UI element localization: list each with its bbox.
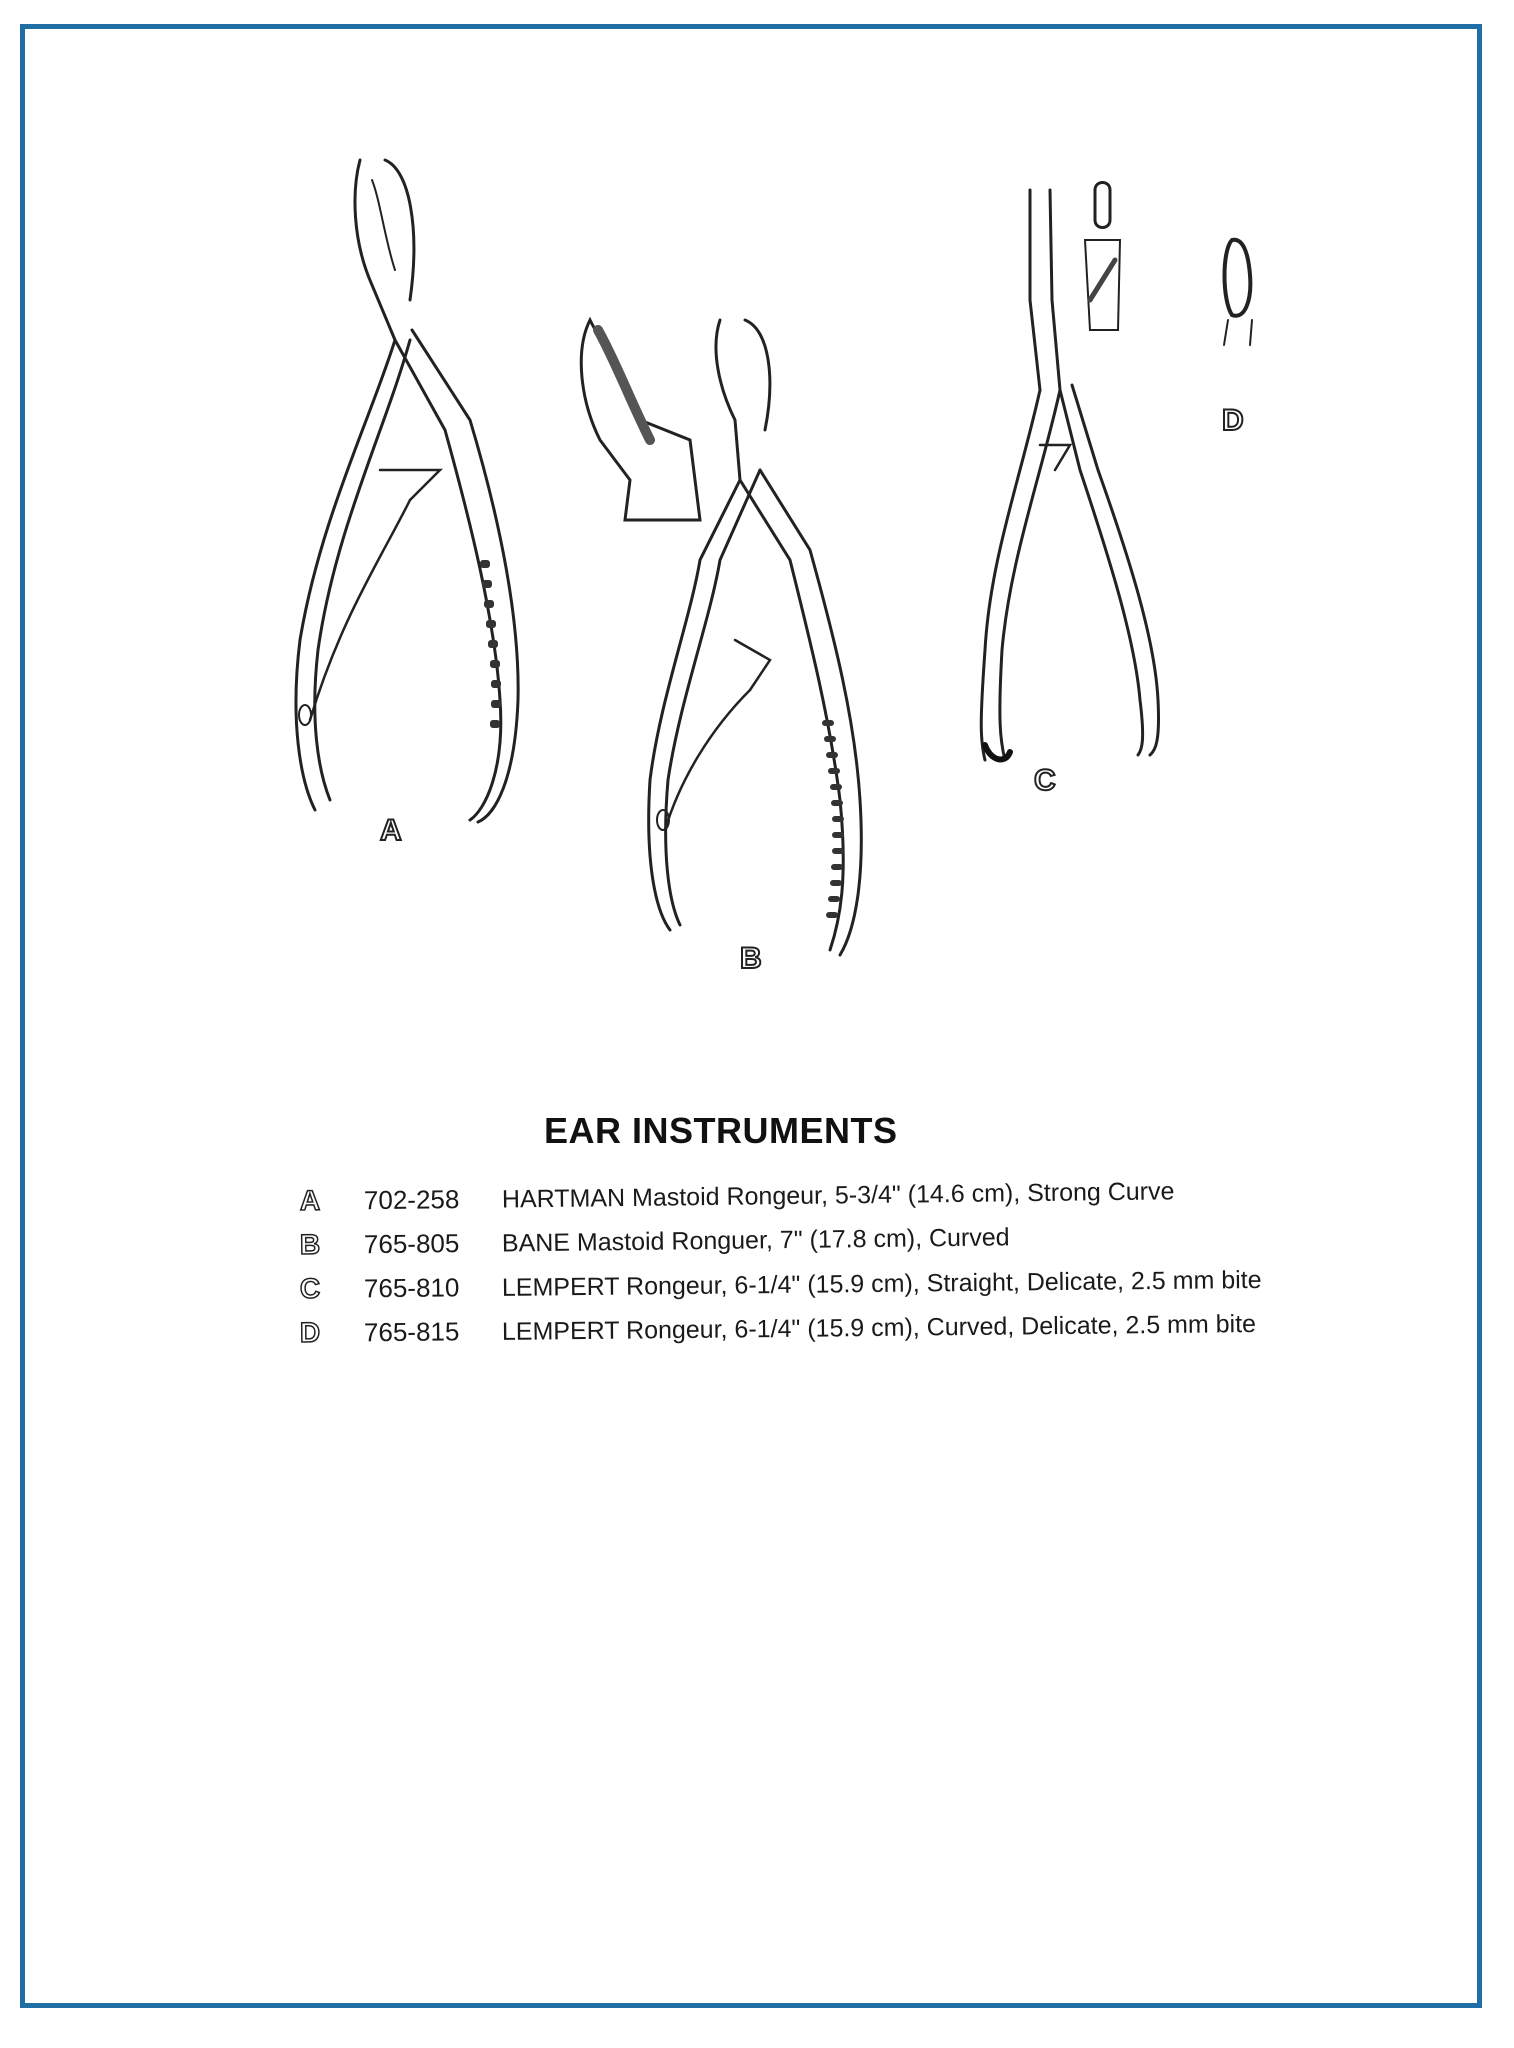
item-letter: B [299, 1228, 321, 1260]
page-title: EAR INSTRUMENTS [544, 1110, 898, 1151]
item-description: LEMPERT Rongeur, 6-1/4" (15.9 cm), Curved, Delicate, 2.5 mm bite [501, 1309, 1257, 1346]
item-code: 702-258 [363, 1184, 460, 1216]
list-item [300, 1307, 1300, 1361]
item-code: 765-815 [363, 1316, 460, 1348]
item-letter: A [299, 1184, 321, 1216]
figure-label-d: D [1222, 404, 1244, 437]
instrument-list [299, 1177, 1300, 1361]
item-code: 765-805 [363, 1228, 460, 1260]
item-description: BANE Mastoid Ronguer, 7" (17.8 cm), Curved [501, 1223, 1010, 1258]
item-letter: C [299, 1272, 321, 1304]
rongeur-a-drawing [296, 160, 518, 822]
rongeur-b-drawing [581, 320, 861, 955]
item-letter: D [299, 1316, 321, 1348]
item-description: LEMPERT Rongeur, 6-1/4" (15.9 cm), Straight, Delicate, 2.5 mm bite [501, 1265, 1262, 1302]
item-code: 765-810 [363, 1272, 460, 1304]
figure-label-c: C [1034, 764, 1056, 797]
figure-label-a: A [380, 814, 402, 847]
rongeur-d-tip-drawing [1224, 240, 1252, 345]
figure-label-b: B [740, 942, 762, 975]
instruments-illustration [0, 0, 1514, 1000]
rongeur-c-drawing [981, 183, 1158, 761]
item-description: HARTMAN Mastoid Rongeur, 5-3/4" (14.6 cm), Strong Curve [501, 1177, 1175, 1214]
